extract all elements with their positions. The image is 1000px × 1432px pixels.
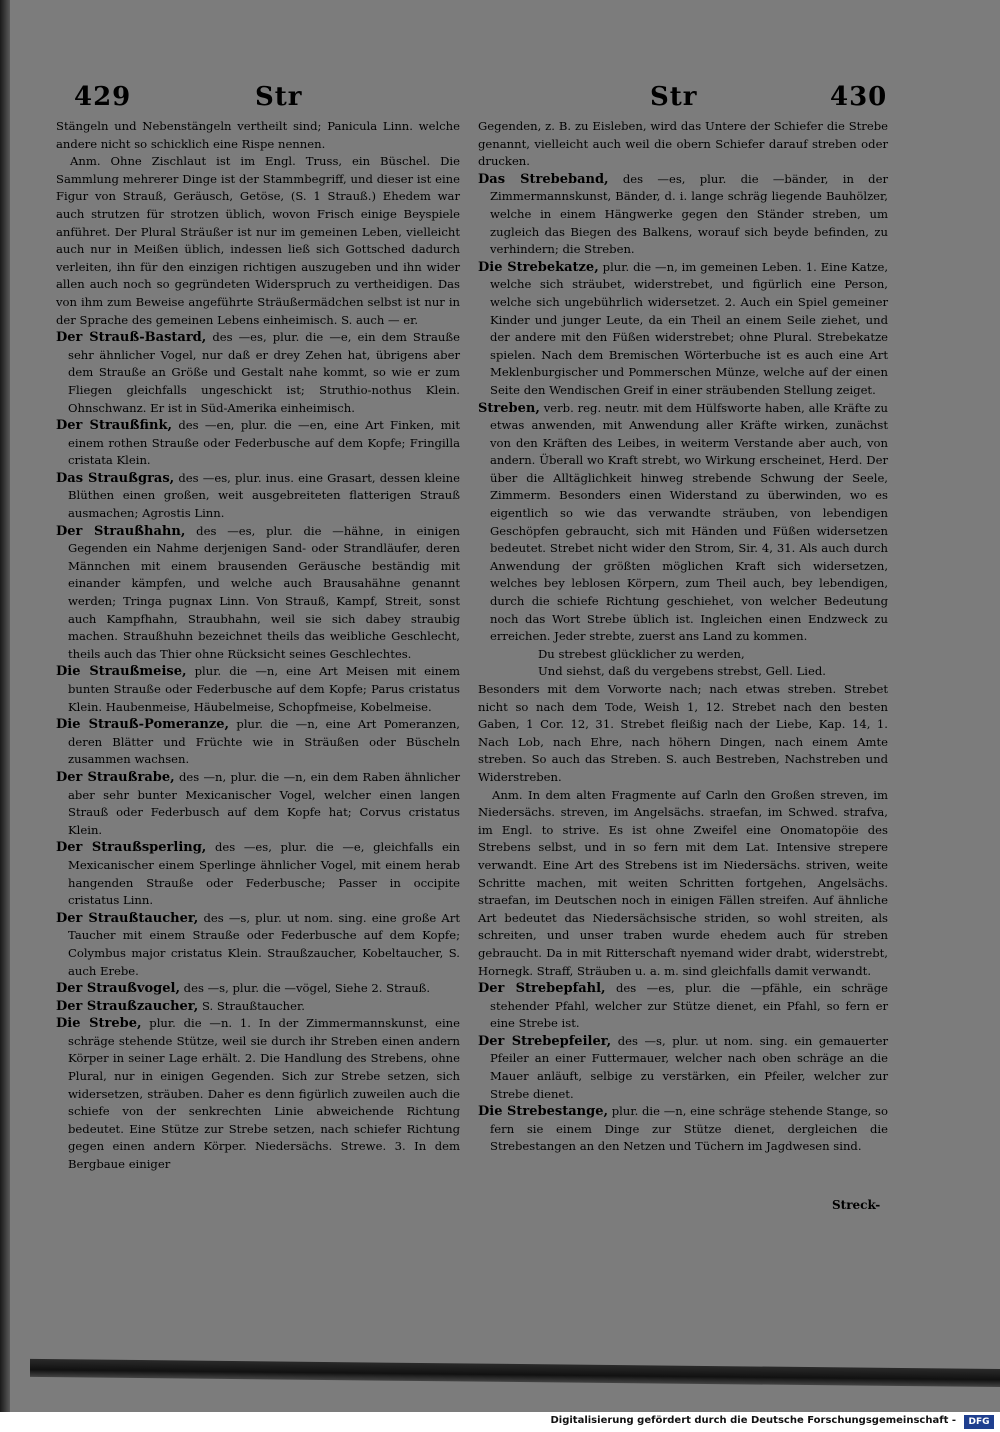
page-edge-shadow — [30, 1359, 1000, 1387]
entry-definition: des —n, plur. die —n, ein dem Raben ähnlicher aber sehr bunter Mexicanischer Vogel, welcher einen langen Strauß oder Federbusch auf dem Kopfe hat; Corvus cristatus Klein. — [68, 769, 461, 837]
verse-line: Und siehst, daß du vergebens strebst, Gell. Lied. — [538, 664, 826, 679]
entry-headword: Der Strebepfeiler, — [478, 1033, 612, 1049]
dictionary-entry — [478, 400, 888, 646]
entry-definition: S. Straußtaucher. — [201, 998, 305, 1013]
binding-shadow — [0, 0, 10, 1412]
dictionary-entry — [56, 523, 460, 664]
annotation-paragraph: Anm. Ohne Zischlaut ist im Engl. Truss, ein Büschel. Die Sammlung mehrerer Dinge ist der Stammbegriff, und dieser ist eine Figur von Strauß, Geräusch, Getöse, (S. 1 Strauß.) Ehedem war auch strutzen für strotzen üblich, wovon Frisch einige Beyspiele anführet. Der Plural Sträußer ist nur im gemeinen Leben, vielleicht auch nur in Meißen üblich, indessen ließ sich Gottsched dadurch verleiten, ihn für den einzigen richtigen auszugeben und ihn wider allen auch noch so gegründeten Widerspruch zu vertheidigen. Das von ihm zum Beweise angeführte Sträußermädchen selbst ist nur in der Sprache des gemeinen Lebens einheimisch. S. auch — er. — [56, 154, 460, 327]
entry-headword: Der Strauß-Bastard, — [56, 330, 207, 346]
continuation-paragraph: Besonders mit dem Vorworte nach; nach etwas streben. Strebet nicht so nach dem Tode, Weish 1, 12. Strebet nach den besten Gaben, 1 Cor. 12, 31. Strebet fleißig nach der Liebe, Kap. 14, 1. Nach Lob, nach Ehre, nach höhern Dingen, nach einem Amte streben. So auch das Streben. S. auch Bestreben, Nachstreben und Widerstreben. — [478, 682, 888, 784]
dictionary-entry — [478, 980, 888, 1033]
dictionary-entry — [478, 1103, 888, 1156]
entry-definition: plur. die —n, im gemeinen Leben. 1. Eine Katze, welche sich sträubet, widerstrebet, und figürlich eine Person, welche sich ungebührlich widersetzet. 2. Auch ein Spiel gemeiner Kinder und junger Leute, da ein Theil an einem Seile ziehet, und der andere mit den Füßen widerstrebet; ohne Plural. Strebekatze spielen. Nach dem Bremischen Wörterbuche ist es auch eine Art Meklenburgischer und Pommerschen Münze, welche auf der einen Seite den Wendischen Greif in einer sträubenden Stellung zeiget. — [490, 259, 889, 397]
dictionary-entry — [478, 171, 888, 259]
continuation-paragraph: Gegenden, z. B. zu Eisleben, wird das Untere der Schiefer die Strebe genannt, vielleicht auch weil die obern Schiefer darauf streben oder drucken. — [478, 119, 888, 169]
entry-headword: Die Strebe, — [56, 1016, 142, 1032]
entry-headword: Das Strebeband, — [478, 171, 609, 187]
entry-headword: Der Straußhahn, — [56, 523, 186, 539]
entry-definition: des —s, plur. ut nom. sing. ein gemauerter Pfeiler an einer Futtermauer, welcher nach oben schräge an die Mauer anläuft, selbige zu verstärken, ein Pfeiler, welcher zur Strebe dienet. — [490, 1033, 889, 1101]
dictionary-entry — [56, 1015, 460, 1173]
dictionary-entry — [478, 1033, 888, 1103]
dictionary-entry — [56, 839, 460, 909]
entry-definition: des —s, plur. die —vögel, Siehe 2. Strauß. — [183, 981, 431, 996]
continuation-paragraph: Stängeln und Nebenstängeln vertheilt sind; Panicula Linn. welche andere nicht so schicklich eine Rispe nennen. — [56, 119, 460, 151]
dictionary-entry — [56, 329, 460, 417]
entry-headword: Streben, — [478, 400, 540, 416]
dfg-logo: DFG — [964, 1415, 994, 1429]
entry-definition: des —es, plur. die —bänder, in der Zimmermannskunst, Bänder, d. i. lange schräg liegende Bauhölzer, welche in einem Hängwerke gegen den Ständer streben, um zugleich das Biegen des Balkens, worauf sich beyde befinden, zu verhindern; die Streben. — [490, 171, 889, 257]
dictionary-entry — [56, 769, 460, 839]
entry-headword: Der Straußtaucher, — [56, 910, 199, 926]
annotation-paragraph: Anm. In dem alten Fragmente auf Carln den Großen streven, im Niedersächs. streven, im Angelsächs. straefan, im Schwed. strafva, im Engl. to strive. Es ist ohne Zweifel eine Onomatopöie des Strebens selbst, und in so fern mit dem Lat. Intensive strepere verwandt. Eine Art des Strebens ist im Niedersächs. striven, weite Schritte machen, mit weiten Schritten fortgehen, Angelsächs. straefan, im Deutschen noch in einigen Fällen streifen. Auf ähnliche Art bedeutet das Niedersächsische striden, so wohl streiten, als schreiten, und unser traben wurde ehedem auch für streben gebraucht. Da in mit Ritterschaft nyemand wider drabt, widerstrebt, Hornegk. Straff, Sträuben u. a. m. sind gleichfalls damit verwandt. — [478, 787, 888, 978]
left-column — [56, 118, 460, 1174]
entry-definition: des —s, plur. ut nom. sing. eine große Art Taucher mit einem Strauße oder Federbusche auf dem Kopfe; Colymbus major cristatus Klein. Straußzaucher, Kobeltaucher, S. auch Erebe. — [68, 910, 460, 978]
dictionary-entry — [56, 417, 460, 470]
entry-definition: plur. die —n, eine schräge stehende Stange, so fern sie einem Dinge zur Stütze dienet, dergleichen die Strebestangen an den Netzen und Tüchern im Jagdwesen sind. — [490, 1104, 888, 1154]
dictionary-entry — [56, 998, 460, 1016]
entry-definition: des —es, plur. inus. eine Grasart, dessen kleine Blüthen einen großen, weit ausgebreiteten flatterigen Strauß ausmachen; Agrostis Linn. — [68, 470, 461, 521]
dictionary-entry — [56, 716, 460, 769]
entry-definition: plur. die —n, eine Art Meisen mit einem bunten Strauße oder Federbusche auf dem Kopfe; Parus cristatus Klein. Haubenmeise, Häubelmeise, Schopfmeise, Kobelmeise. — [68, 664, 461, 714]
entry-headword: Die Straußmeise, — [56, 664, 187, 680]
entry-headword: Der Straußrabe, — [56, 769, 175, 785]
entry-definition: verb. reg. neutr. mit dem Hülfsworte haben, alle Kräfte zu etwas anwenden, mit Anwendung aller Kräfte wirken, zunächst von den Kräften des Leibes, in weiterm Verstande aber auch, von andern. Überall wo Kraft strebt, wo Wirkung erscheinet, Herd. Der über die Alltäglichkeit hinweg strebende Schwung der Seele, Zimmerm. Besonders einen Widerstand zu überwinden, wo es eigentlich so wie das verwandte sträuben, von lebendigen Geschöpfen gebraucht, sich mit Händen und Füßen widersetzen bedeutet. Strebet nicht wider den Strom, Sir. 4, 31. Als auch durch Anwendung der größten möglichen Kraft sich widersetzen, welches bey leblosen Körpern, zum Theil auch, bey lebendigen, durch die schiefe Richtung geschiehet, von welcher Bedeutung noch das Wort Strebe üblich ist. Ingleichen einen Endzweck zu erreichen. Jeder strebte, zuerst ans Land zu kommen. — [490, 400, 889, 644]
dictionary-entry — [56, 980, 460, 998]
entry-definition: des —es, plur. die —hähne, in einigen Gegenden ein Nahme derjenigen Sand- oder Strandläufer, deren Männchen mit einem brausenden Geräusche beständig mit einander kämpfen, und welche auch Brausahähne genannt werden; Tringa pugnax Linn. Von Strauß, Kampf, Streit, sonst auch Kampfhahn, Straubhahn, weil sie sich dabey straubig machen. Straußhuhn bezeichnet theils das weibliche Geschlecht, theils auch das Thier ohne Rücksicht seines Geschlechtes. — [68, 523, 460, 661]
dictionary-entry — [56, 910, 460, 980]
entry-headword: Der Straußfink, — [56, 418, 172, 434]
entry-headword: Der Strebepfahl, — [478, 981, 606, 997]
dictionary-entry — [478, 259, 888, 400]
entry-headword: Das Straußgras, — [56, 470, 175, 486]
footer-bar — [0, 1412, 1000, 1432]
entry-headword: Die Strebekatze, — [478, 259, 599, 275]
entry-headword: Die Strauß-Pomeranze, — [56, 717, 230, 733]
running-head-right: Str — [650, 82, 698, 112]
right-column — [478, 118, 888, 1156]
page-number-right: 430 — [830, 82, 888, 112]
entry-headword: Der Straußvogel, — [56, 981, 180, 997]
entry-definition: des —es, plur. die —pfähle, ein schräge stehender Pfahl, welcher zur Stütze dienet, ein Pfahl, so fern er eine Strebe ist. — [490, 981, 888, 1031]
entry-headword: Der Straußzaucher, — [56, 998, 199, 1014]
entry-definition: des —en, plur. die —en, eine Art Finken, mit einem rothen Strauße oder Federbusche auf dem Kopfe; Fringilla cristata Klein. — [68, 418, 460, 468]
verse-line: Du strebest glücklicher zu werden, — [538, 646, 745, 661]
entry-headword: Die Strebestange, — [478, 1104, 608, 1120]
entry-definition: des —es, plur. die —e, gleichfalls ein Mexicanischer einem Sperlinge ähnlicher Vogel, mit einem herab hangenden Strauße oder Federbusche; Passer in occipite cristatus Linn. — [68, 840, 460, 908]
dictionary-entry — [56, 470, 460, 523]
entry-definition: plur. die —n. 1. In der Zimmermannskunst, eine schräge stehende Stütze, weil sie durch ihr Streben einen andern Körper in seiner Lage erhält. 2. Die Handlung des Strebens, ohne Plural, nur in einigen Gegenden. Sich zur Strebe setzen, sich widersetzen, sträuben. Daher es denn figürlich zuweilen auch die schiefe von der senkrechten Linie abweichende Richtung bedeutet. Eine Stütze zur Strebe setzen, nach schiefer Richtung gegen einen andern Körper. Niedersächs. Strewe. 3. In dem Bergbaue einiger — [68, 1016, 460, 1172]
entry-headword: Der Straußsperling, — [56, 840, 207, 856]
entry-definition: plur. die —n, eine Art Pomeranzen, deren Blätter und Früchte wie in Sträußen oder Büscheln zusammen wachsen. — [68, 717, 460, 767]
page-number-left: 429 — [74, 82, 132, 112]
funding-notice: Digitalisierung gefördert durch die Deutsche Forschungsgemeinschaft - — [550, 1415, 956, 1426]
catchword: Streck- — [832, 1198, 881, 1212]
running-head-left: Str — [255, 82, 303, 112]
dictionary-entry — [56, 663, 460, 716]
entry-definition: des —es, plur. die —e, ein dem Strauße sehr ähnlicher Vogel, nur daß er drey Zehen hat, übrigens aber dem Strauße an Größe und Gestalt nahe kommt, so wie er zum Fliegen gleichfalls ungeschickt ist; Struthio-nothus Klein. Ohnschwanz. Er ist in Süd-Amerika einheimisch. — [68, 330, 460, 415]
